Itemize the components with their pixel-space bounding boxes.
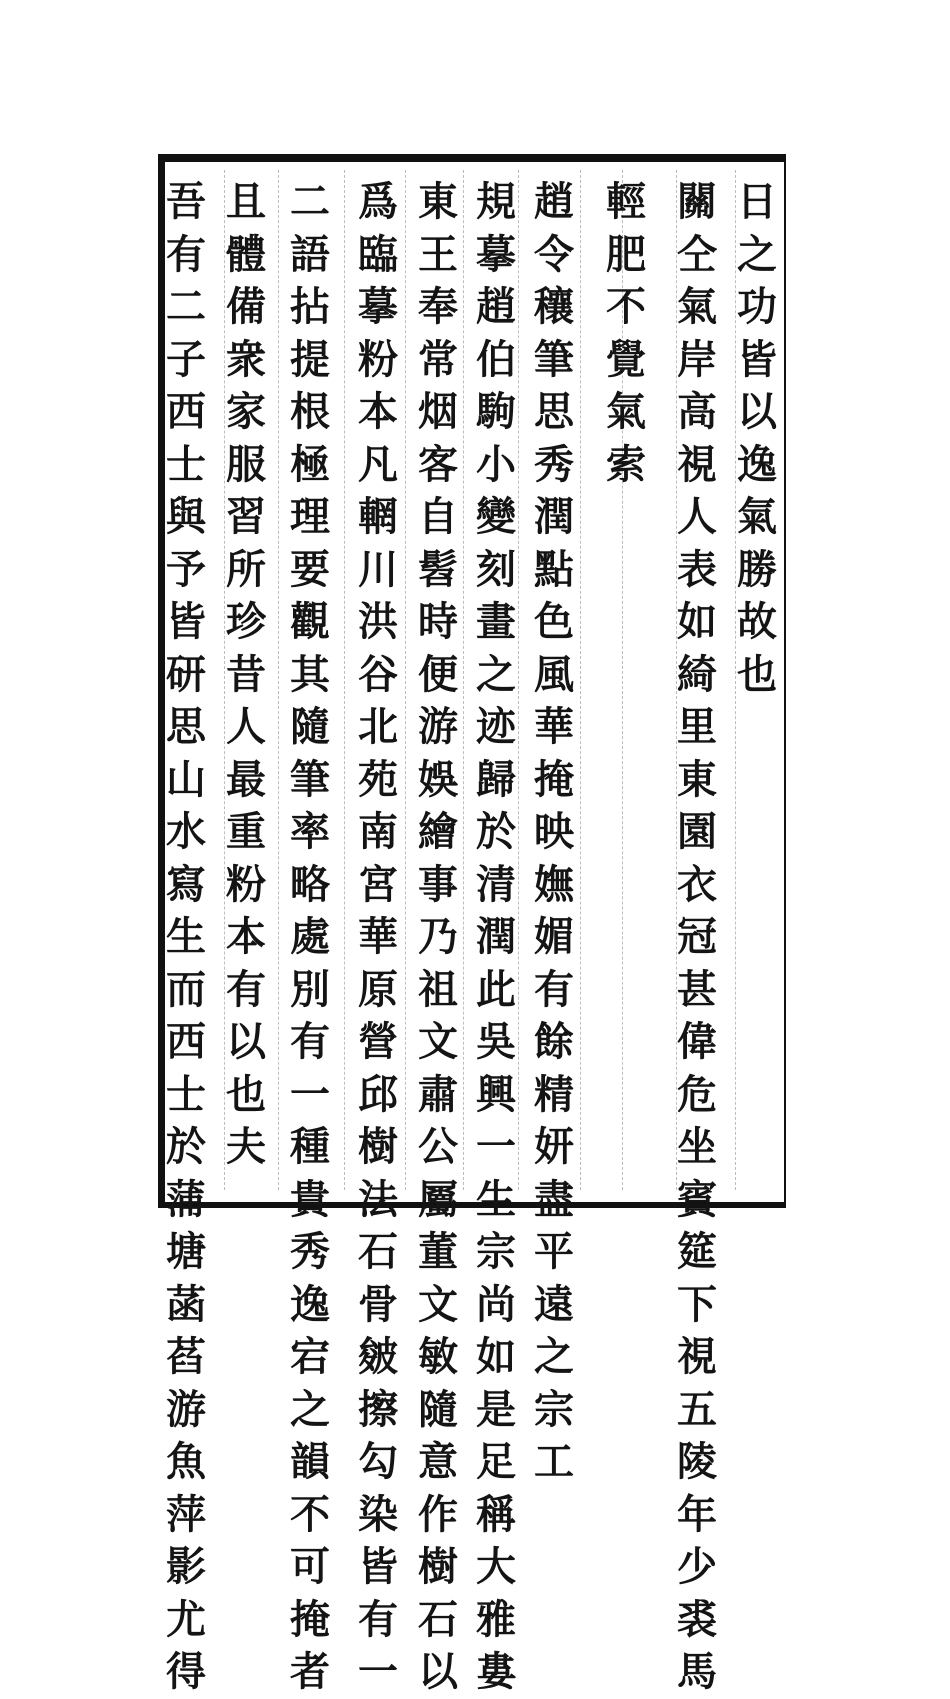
text-glyph: 足 bbox=[476, 1438, 516, 1485]
text-glyph: 稱 bbox=[476, 1490, 516, 1538]
text-glyph: 點 bbox=[534, 545, 574, 593]
text-glyph: 爲 bbox=[358, 178, 398, 225]
text-glyph: 一 bbox=[358, 1648, 398, 1695]
text-glyph: 隨 bbox=[418, 1385, 458, 1433]
text-glyph: 宗 bbox=[534, 1385, 574, 1433]
text-glyph: 東 bbox=[418, 178, 458, 225]
text-glyph: 士 bbox=[166, 1070, 206, 1118]
text-glyph: 有 bbox=[534, 965, 574, 1013]
text-glyph: 刻 bbox=[476, 545, 516, 593]
text-column bbox=[526, 176, 582, 1489]
text-glyph: 語 bbox=[290, 230, 330, 278]
text-glyph: 尚 bbox=[476, 1280, 516, 1328]
text-glyph: 衣 bbox=[677, 860, 717, 908]
text-column bbox=[729, 176, 785, 701]
text-glyph: 苑 bbox=[358, 755, 398, 803]
text-glyph: 宕 bbox=[290, 1333, 330, 1380]
text-glyph: 索 bbox=[606, 440, 646, 488]
text-glyph: 皆 bbox=[166, 598, 206, 645]
text-glyph: 變 bbox=[476, 493, 516, 540]
text-glyph: 屬 bbox=[418, 1175, 458, 1223]
text-glyph: 人 bbox=[226, 703, 266, 750]
text-glyph: 勝 bbox=[737, 545, 777, 593]
text-column bbox=[218, 176, 274, 1174]
text-glyph: 華 bbox=[534, 703, 574, 750]
text-glyph: 者 bbox=[290, 1648, 330, 1695]
text-glyph: 二 bbox=[166, 283, 206, 330]
text-glyph: 一 bbox=[290, 1070, 330, 1118]
text-glyph: 蒲 bbox=[166, 1175, 206, 1223]
text-column bbox=[669, 176, 725, 1699]
text-glyph: 吳 bbox=[476, 1018, 516, 1065]
text-glyph: 氣 bbox=[737, 493, 777, 540]
text-glyph: 生 bbox=[166, 913, 206, 960]
text-glyph: 公 bbox=[418, 1123, 458, 1170]
text-glyph: 餘 bbox=[534, 1018, 574, 1065]
text-glyph: 提 bbox=[290, 335, 330, 383]
text-glyph: 掩 bbox=[290, 1595, 330, 1643]
text-glyph: 平 bbox=[534, 1228, 574, 1275]
text-glyph: 大 bbox=[476, 1543, 516, 1590]
text-glyph: 貴 bbox=[290, 1175, 330, 1223]
text-glyph: 乃 bbox=[418, 913, 458, 960]
text-glyph: 意 bbox=[418, 1438, 458, 1485]
text-glyph: 賓 bbox=[677, 1175, 717, 1223]
text-glyph: 董 bbox=[418, 1228, 458, 1275]
text-glyph: 華 bbox=[358, 913, 398, 960]
text-glyph: 韻 bbox=[290, 1438, 330, 1485]
text-glyph: 趙 bbox=[534, 178, 574, 225]
text-glyph: 南 bbox=[358, 808, 398, 855]
text-glyph: 菡 bbox=[166, 1280, 206, 1328]
text-glyph: 王 bbox=[418, 230, 458, 278]
text-glyph: 游 bbox=[166, 1385, 206, 1433]
text-glyph: 以 bbox=[737, 388, 777, 435]
text-glyph: 色 bbox=[534, 598, 574, 645]
text-glyph: 谷 bbox=[358, 650, 398, 698]
text-glyph: 染 bbox=[358, 1490, 398, 1538]
text-glyph: 少 bbox=[677, 1543, 717, 1590]
text-column bbox=[598, 176, 654, 491]
text-glyph: 可 bbox=[290, 1543, 330, 1590]
text-glyph: 下 bbox=[677, 1280, 717, 1328]
text-glyph: 映 bbox=[534, 808, 574, 855]
text-glyph: 隨 bbox=[290, 703, 330, 750]
text-glyph: 精 bbox=[534, 1070, 574, 1118]
text-glyph: 如 bbox=[677, 598, 717, 645]
text-glyph: 一 bbox=[476, 1123, 516, 1170]
text-glyph: 吾 bbox=[166, 178, 206, 225]
text-glyph: 宮 bbox=[358, 860, 398, 908]
text-glyph: 水 bbox=[166, 808, 206, 855]
text-glyph: 處 bbox=[290, 913, 330, 960]
text-glyph: 媚 bbox=[534, 913, 574, 960]
text-glyph: 萍 bbox=[166, 1490, 206, 1538]
text-glyph: 趙 bbox=[476, 283, 516, 330]
text-glyph: 珍 bbox=[226, 598, 266, 645]
text-glyph: 觀 bbox=[290, 598, 330, 645]
text-glyph: 冠 bbox=[677, 913, 717, 960]
text-glyph: 自 bbox=[418, 493, 458, 540]
text-glyph: 雅 bbox=[476, 1595, 516, 1643]
text-glyph: 令 bbox=[534, 230, 574, 278]
text-glyph: 筆 bbox=[290, 755, 330, 803]
text-glyph: 樹 bbox=[418, 1543, 458, 1590]
text-glyph: 筆 bbox=[534, 335, 574, 383]
text-glyph: 婁 bbox=[476, 1648, 516, 1695]
text-glyph: 東 bbox=[677, 755, 717, 803]
text-glyph: 與 bbox=[166, 493, 206, 540]
text-glyph: 萏 bbox=[166, 1333, 206, 1380]
text-column bbox=[410, 176, 466, 1699]
text-glyph: 有 bbox=[358, 1595, 398, 1643]
text-glyph: 小 bbox=[476, 440, 516, 488]
text-glyph: 駒 bbox=[476, 388, 516, 435]
text-glyph: 視 bbox=[677, 1333, 717, 1380]
text-glyph: 歸 bbox=[476, 755, 516, 803]
text-glyph: 作 bbox=[418, 1490, 458, 1538]
text-glyph: 衆 bbox=[226, 335, 266, 383]
text-glyph: 關 bbox=[677, 178, 717, 225]
column-divider bbox=[344, 170, 345, 1190]
text-glyph: 以 bbox=[418, 1648, 458, 1695]
text-column bbox=[158, 176, 214, 1699]
text-glyph: 娛 bbox=[418, 755, 458, 803]
text-glyph: 髫 bbox=[418, 545, 458, 593]
text-column bbox=[282, 176, 338, 1699]
text-glyph: 逸 bbox=[737, 440, 777, 488]
text-glyph: 事 bbox=[418, 860, 458, 908]
text-glyph: 服 bbox=[226, 440, 266, 488]
text-glyph: 畫 bbox=[476, 598, 516, 645]
text-glyph: 粉 bbox=[226, 860, 266, 908]
text-glyph: 有 bbox=[290, 1018, 330, 1065]
text-glyph: 潤 bbox=[476, 913, 516, 960]
text-glyph: 研 bbox=[166, 650, 206, 698]
text-glyph: 石 bbox=[418, 1595, 458, 1643]
text-glyph: 工 bbox=[534, 1438, 574, 1485]
text-glyph: 盡 bbox=[534, 1175, 574, 1223]
text-glyph: 功 bbox=[737, 283, 777, 330]
text-glyph: 其 bbox=[290, 650, 330, 698]
text-glyph: 輕 bbox=[606, 178, 646, 225]
text-glyph: 興 bbox=[476, 1070, 516, 1118]
text-glyph: 里 bbox=[677, 703, 717, 750]
text-glyph: 風 bbox=[534, 650, 574, 698]
text-glyph: 且 bbox=[226, 178, 266, 225]
text-glyph: 要 bbox=[290, 545, 330, 593]
text-glyph: 之 bbox=[737, 230, 777, 278]
text-glyph: 伯 bbox=[476, 335, 516, 383]
text-glyph: 祖 bbox=[418, 965, 458, 1013]
text-glyph: 時 bbox=[418, 598, 458, 645]
text-glyph: 西 bbox=[166, 1018, 206, 1065]
text-glyph: 有 bbox=[166, 230, 206, 278]
text-glyph: 之 bbox=[476, 650, 516, 698]
text-glyph: 秀 bbox=[290, 1228, 330, 1275]
text-glyph: 高 bbox=[677, 388, 717, 435]
text-glyph: 如 bbox=[476, 1333, 516, 1380]
text-glyph: 日 bbox=[737, 178, 777, 225]
text-glyph: 石 bbox=[358, 1228, 398, 1275]
text-glyph: 生 bbox=[476, 1175, 516, 1223]
text-glyph: 是 bbox=[476, 1385, 516, 1433]
text-glyph: 文 bbox=[418, 1280, 458, 1328]
text-glyph: 粉 bbox=[358, 335, 398, 383]
text-glyph: 奉 bbox=[418, 283, 458, 330]
text-glyph: 而 bbox=[166, 965, 206, 1013]
text-glyph: 勾 bbox=[358, 1438, 398, 1485]
text-glyph: 覺 bbox=[606, 335, 646, 383]
text-glyph: 此 bbox=[476, 965, 516, 1013]
text-glyph: 秀 bbox=[534, 440, 574, 488]
text-glyph: 皆 bbox=[737, 335, 777, 383]
text-glyph: 家 bbox=[226, 388, 266, 435]
text-glyph: 備 bbox=[226, 283, 266, 330]
text-glyph: 凡 bbox=[358, 440, 398, 488]
text-glyph: 根 bbox=[290, 388, 330, 435]
text-glyph: 皴 bbox=[358, 1333, 398, 1380]
text-glyph: 於 bbox=[166, 1123, 206, 1170]
text-glyph: 不 bbox=[290, 1490, 330, 1538]
text-glyph: 臨 bbox=[358, 230, 398, 278]
text-glyph: 予 bbox=[166, 545, 206, 593]
text-glyph: 穰 bbox=[534, 283, 574, 330]
text-glyph: 二 bbox=[290, 178, 330, 225]
text-glyph: 子 bbox=[166, 335, 206, 383]
text-glyph: 氣 bbox=[677, 283, 717, 330]
text-glyph: 常 bbox=[418, 335, 458, 383]
text-glyph: 塘 bbox=[166, 1228, 206, 1275]
text-glyph: 習 bbox=[226, 493, 266, 540]
text-glyph: 迹 bbox=[476, 703, 516, 750]
text-glyph: 之 bbox=[534, 1333, 574, 1380]
text-glyph: 也 bbox=[737, 650, 777, 698]
text-glyph: 西 bbox=[166, 388, 206, 435]
text-glyph: 清 bbox=[476, 860, 516, 908]
text-glyph: 昔 bbox=[226, 650, 266, 698]
text-glyph: 寫 bbox=[166, 860, 206, 908]
text-glyph: 輞 bbox=[358, 493, 398, 540]
text-glyph: 摹 bbox=[358, 283, 398, 330]
text-glyph: 逸 bbox=[290, 1280, 330, 1328]
text-glyph: 以 bbox=[226, 1018, 266, 1065]
text-glyph: 裘 bbox=[677, 1595, 717, 1643]
text-glyph: 於 bbox=[476, 808, 516, 855]
text-glyph: 擦 bbox=[358, 1385, 398, 1433]
text-glyph: 視 bbox=[677, 440, 717, 488]
text-glyph: 馬 bbox=[677, 1648, 717, 1695]
text-glyph: 山 bbox=[166, 755, 206, 803]
text-glyph: 最 bbox=[226, 755, 266, 803]
text-glyph: 思 bbox=[534, 388, 574, 435]
text-glyph: 重 bbox=[226, 808, 266, 855]
column-divider bbox=[278, 170, 279, 1190]
text-glyph: 夫 bbox=[226, 1123, 266, 1170]
text-glyph: 所 bbox=[226, 545, 266, 593]
text-glyph: 極 bbox=[290, 440, 330, 488]
text-glyph: 有 bbox=[226, 965, 266, 1013]
text-glyph: 骨 bbox=[358, 1280, 398, 1328]
text-glyph: 敏 bbox=[418, 1333, 458, 1380]
text-glyph: 妍 bbox=[534, 1123, 574, 1170]
text-glyph: 原 bbox=[358, 965, 398, 1013]
text-glyph: 綺 bbox=[677, 650, 717, 698]
text-glyph: 甚 bbox=[677, 965, 717, 1013]
text-glyph: 掩 bbox=[534, 755, 574, 803]
text-glyph: 理 bbox=[290, 493, 330, 540]
text-glyph: 遠 bbox=[534, 1280, 574, 1328]
text-glyph: 士 bbox=[166, 440, 206, 488]
text-glyph: 宗 bbox=[476, 1228, 516, 1275]
text-glyph: 表 bbox=[677, 545, 717, 593]
text-glyph: 川 bbox=[358, 545, 398, 593]
text-glyph: 思 bbox=[166, 703, 206, 750]
text-glyph: 人 bbox=[677, 493, 717, 540]
text-glyph: 岸 bbox=[677, 335, 717, 383]
text-glyph: 園 bbox=[677, 808, 717, 855]
text-glyph: 潤 bbox=[534, 493, 574, 540]
text-glyph: 五 bbox=[677, 1385, 717, 1433]
text-glyph: 略 bbox=[290, 860, 330, 908]
text-glyph: 之 bbox=[290, 1385, 330, 1433]
text-glyph: 繪 bbox=[418, 808, 458, 855]
text-glyph: 法 bbox=[358, 1175, 398, 1223]
text-glyph: 影 bbox=[166, 1543, 206, 1590]
text-glyph: 體 bbox=[226, 230, 266, 278]
text-glyph: 年 bbox=[677, 1490, 717, 1538]
text-glyph: 偉 bbox=[677, 1018, 717, 1065]
text-glyph: 也 bbox=[226, 1070, 266, 1118]
text-glyph: 嫵 bbox=[534, 860, 574, 908]
text-glyph: 北 bbox=[358, 703, 398, 750]
text-glyph: 規 bbox=[476, 178, 516, 225]
text-glyph: 氣 bbox=[606, 388, 646, 435]
text-glyph: 便 bbox=[418, 650, 458, 698]
text-glyph: 本 bbox=[226, 913, 266, 960]
text-glyph: 營 bbox=[358, 1018, 398, 1065]
text-glyph: 洪 bbox=[358, 598, 398, 645]
text-glyph: 率 bbox=[290, 808, 330, 855]
text-glyph: 烟 bbox=[418, 388, 458, 435]
text-glyph: 樹 bbox=[358, 1123, 398, 1170]
text-glyph: 危 bbox=[677, 1070, 717, 1118]
text-glyph: 游 bbox=[418, 703, 458, 750]
text-glyph: 得 bbox=[166, 1648, 206, 1695]
text-glyph: 邱 bbox=[358, 1070, 398, 1118]
text-glyph: 別 bbox=[290, 965, 330, 1013]
text-glyph: 魚 bbox=[166, 1438, 206, 1485]
text-glyph: 坐 bbox=[677, 1123, 717, 1170]
text-glyph: 筵 bbox=[677, 1228, 717, 1275]
text-glyph: 肅 bbox=[418, 1070, 458, 1118]
text-glyph: 肥 bbox=[606, 230, 646, 278]
text-glyph: 皆 bbox=[358, 1543, 398, 1590]
text-column bbox=[468, 176, 524, 1699]
text-glyph: 種 bbox=[290, 1123, 330, 1170]
text-glyph: 本 bbox=[358, 388, 398, 435]
text-glyph: 不 bbox=[606, 283, 646, 330]
text-glyph: 文 bbox=[418, 1018, 458, 1065]
text-glyph: 仝 bbox=[677, 230, 717, 278]
text-glyph: 尤 bbox=[166, 1595, 206, 1643]
text-glyph: 客 bbox=[418, 440, 458, 488]
text-glyph: 拈 bbox=[290, 283, 330, 330]
text-glyph: 摹 bbox=[476, 230, 516, 278]
text-glyph: 故 bbox=[737, 598, 777, 645]
text-column bbox=[350, 176, 406, 1699]
text-glyph: 陵 bbox=[677, 1438, 717, 1485]
